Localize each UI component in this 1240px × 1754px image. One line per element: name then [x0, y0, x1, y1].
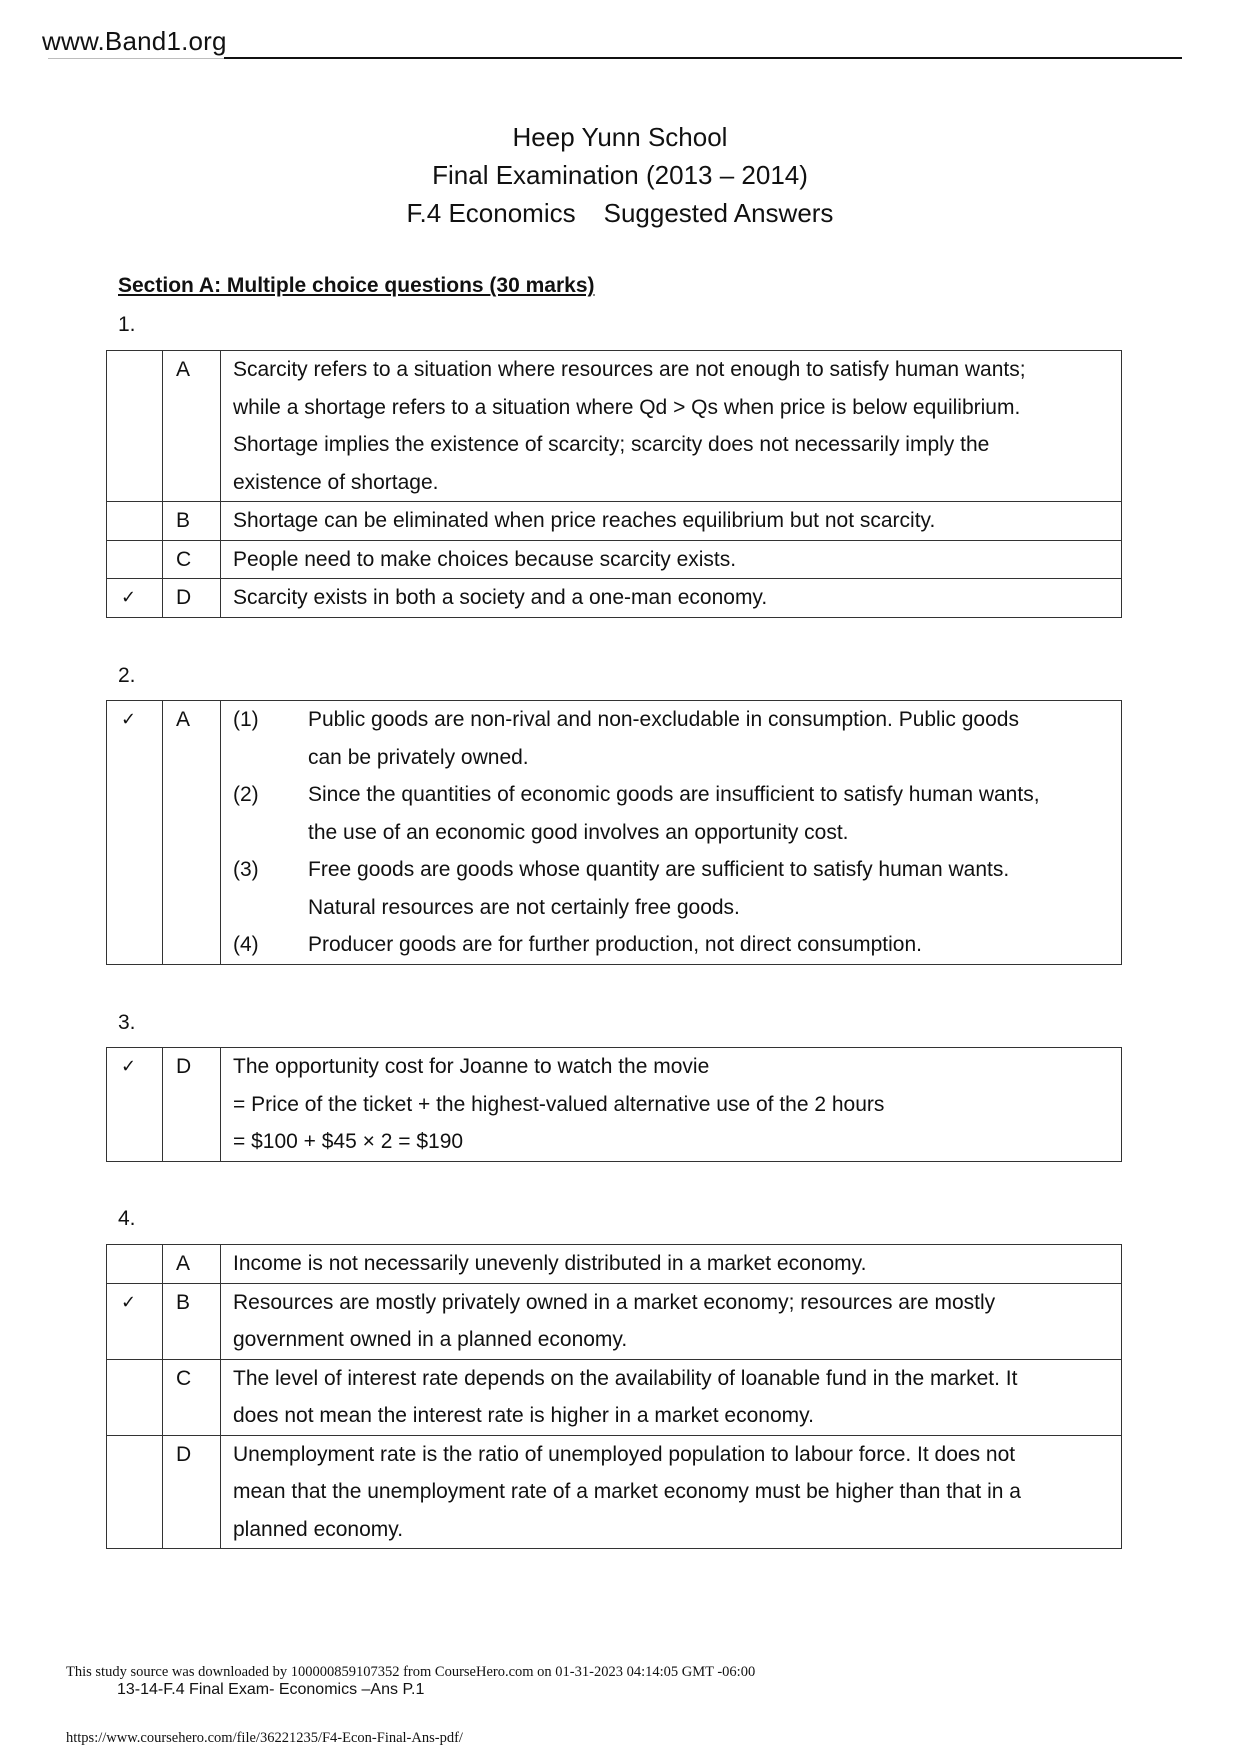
subject-line: [0, 194, 1240, 232]
check-cell: [107, 1359, 163, 1435]
statement-item: (4) Producer goods are for further production, not direct consumption.: [233, 926, 1113, 964]
subject: F.4 Economics: [406, 198, 576, 228]
option-explanation: Scarcity exists in both a society and a one-man economy.: [221, 579, 1122, 618]
statement-item: (2) Since the quantities of economic goods are insufficient to satisfy human wants, the use of an economic good involves an opportunity cost.: [233, 776, 1113, 851]
option-letter: D: [163, 579, 221, 618]
check-cell: [107, 1435, 163, 1549]
option-letter: A: [163, 701, 221, 965]
question-number: 3.: [118, 1011, 136, 1034]
answer-row: [107, 1359, 1122, 1435]
answer-row: [107, 1435, 1122, 1549]
answer-table-q4: [106, 1244, 1122, 1549]
option-explanation: Unemployment rate is the ratio of unemployed population to labour force. It does not mean that the unemployment rate of a market economy must be higher than that in a planned economy.: [221, 1435, 1122, 1549]
answer-table-q2: [106, 700, 1122, 965]
answer-table-q3: [106, 1047, 1122, 1162]
school-name: Heep Yunn School: [512, 122, 728, 152]
page-label: 13-14-F.4 Final Exam- Economics –Ans P.1: [117, 1681, 425, 1698]
answer-row: [107, 502, 1122, 541]
answer-table-q1: [106, 350, 1122, 618]
header-rule: [224, 57, 1182, 59]
answer-row-correct: [107, 1283, 1122, 1359]
checkmark-icon: ✓: [107, 701, 163, 965]
download-notice: This study source was downloaded by 100000859107352 from CourseHero.com on 01-31-2023 04:14:05 GMT -06:00: [66, 1664, 756, 1680]
statement-item: (3) Free goods are goods whose quantity are sufficient to satisfy human wants. Natural resources are not certainly free goods.: [233, 851, 1113, 926]
answer-row-correct: [107, 701, 1122, 965]
checkmark-icon: ✓: [107, 1283, 163, 1359]
header-underline: [48, 58, 224, 59]
option-explanation: Scarcity refers to a situation where resources are not enough to satisfy human wants; while a shortage refers to a situation where Qd > Qs when price is below equilibrium. Shortage implies the existence of scarcity; scarcity does not necessarily imply the existence of shortage.: [221, 351, 1122, 502]
option-letter: D: [163, 1048, 221, 1162]
check-cell: [107, 540, 163, 579]
statement-number: (4): [233, 933, 259, 956]
answer-row-correct: [107, 579, 1122, 618]
source-url-link[interactable]: https://www.coursehero.com/file/36221235/F4-Econ-Final-Ans-pdf/: [66, 1730, 463, 1746]
checkmark-icon: ✓: [107, 1048, 163, 1162]
option-explanation: Resources are mostly privately owned in a market economy; resources are mostly government owned in a planned economy.: [221, 1283, 1122, 1359]
section-title: Section A: Multiple choice questions (30 marks): [118, 274, 595, 297]
option-letter: B: [163, 502, 221, 541]
check-cell: [107, 351, 163, 502]
checkmark-icon: ✓: [107, 579, 163, 618]
answer-row: [107, 351, 1122, 502]
check-cell: [107, 1245, 163, 1284]
question-number: 4.: [118, 1207, 136, 1230]
question-number: 1.: [118, 313, 136, 336]
option-explanation: People need to make choices because scarcity exists.: [221, 540, 1122, 579]
answer-row: [107, 540, 1122, 579]
option-letter: A: [163, 1245, 221, 1284]
document-title: [0, 118, 1240, 232]
exam-name: Final Examination (2013 – 2014): [432, 160, 808, 190]
option-letter: C: [163, 540, 221, 579]
option-letter: A: [163, 351, 221, 502]
site-header-link[interactable]: www.Band1.org: [42, 26, 227, 56]
option-explanation: [221, 701, 1122, 965]
statement-item: (1) Public goods are non-rival and non-excludable in consumption. Public goods can be privately owned.: [233, 701, 1113, 776]
statement-number: (2): [233, 783, 259, 806]
option-explanation: Shortage can be eliminated when price reaches equilibrium but not scarcity.: [221, 502, 1122, 541]
option-explanation: Income is not necessarily unevenly distributed in a market economy.: [221, 1245, 1122, 1284]
doc-type: Suggested Answers: [603, 198, 834, 228]
answer-row-correct: [107, 1048, 1122, 1162]
statement-number: (1): [233, 708, 259, 731]
answer-row: [107, 1245, 1122, 1284]
option-letter: B: [163, 1283, 221, 1359]
option-explanation: The opportunity cost for Joanne to watch the movie = Price of the ticket + the highest-valued alternative use of the 2 hours = $100 + $45 × 2 = $190: [221, 1048, 1122, 1162]
statement-number: (3): [233, 858, 259, 881]
check-cell: [107, 502, 163, 541]
option-explanation: The level of interest rate depends on the availability of loanable fund in the market. It does not mean the interest rate is higher in a market economy.: [221, 1359, 1122, 1435]
question-number: 2.: [118, 664, 136, 687]
option-letter: D: [163, 1435, 221, 1549]
option-letter: C: [163, 1359, 221, 1435]
